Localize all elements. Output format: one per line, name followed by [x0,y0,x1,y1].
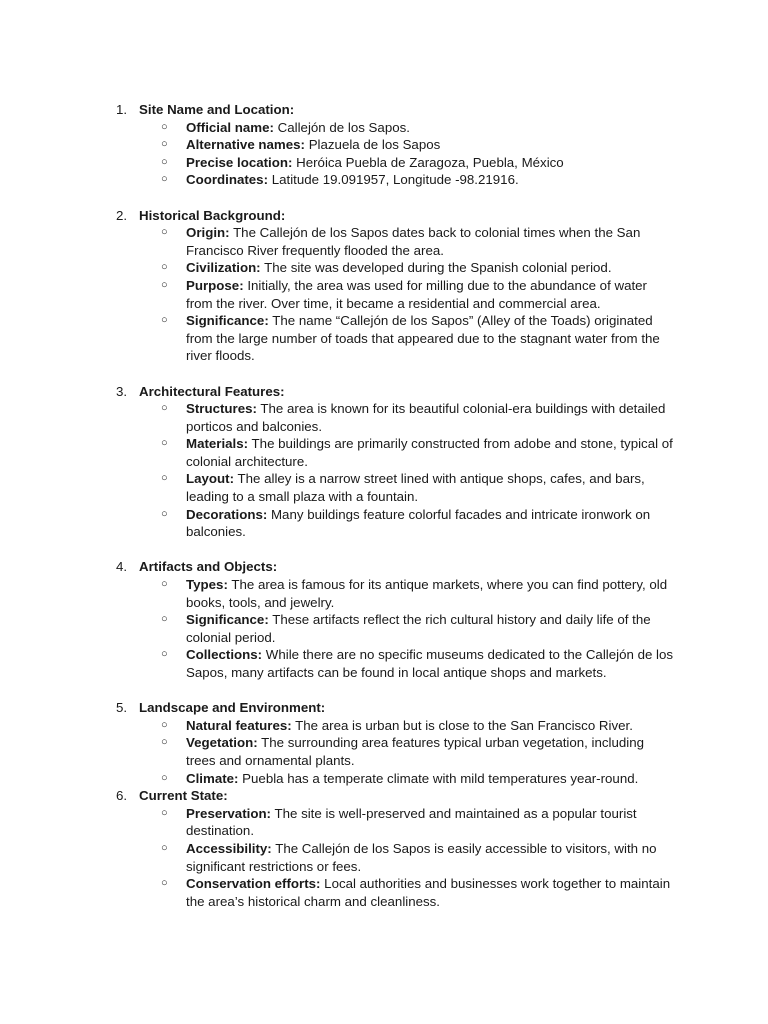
item-text: Puebla has a temperate climate with mild temperatures year-round. [242,770,639,786]
bullet-icon: ○ [161,314,168,327]
item-text: Latitude 19.091957, Longitude -98.21916. [271,172,519,188]
section-number: 2. [116,207,128,223]
list-item [0,840,674,875]
item-label: Alternative names: [186,137,305,153]
section-title: Architectural Features: [139,383,285,399]
bullet-icon: ○ [161,402,168,415]
item-label: Types: [186,577,228,593]
item-text: The Callejón de los Sapos dates back to colonial times when the San Francisco River frequently flooded the area. [186,225,641,258]
list-item [0,576,674,611]
item-label: Origin: [186,225,230,241]
item-label: Structures: [186,401,257,417]
section-title: Artifacts and Objects: [139,559,278,575]
section-architectural-features [0,383,768,541]
list-item [0,506,674,541]
section-artifacts-objects [0,558,768,681]
bullet-icon: ○ [161,841,168,854]
item-label: Layout: [186,471,235,487]
item-label: Collections: [186,647,263,663]
bullet-icon: ○ [161,736,168,749]
list-item [0,224,674,259]
bullet-icon: ○ [161,648,168,661]
bullet-icon: ○ [161,120,168,133]
section-heading [0,787,768,805]
list-item [0,470,674,505]
list-item [0,277,674,312]
section-historical-background [0,207,768,365]
item-label: Materials: [186,436,249,452]
list-item [0,805,674,840]
section-current-state [0,787,768,910]
bullet-icon: ○ [161,472,168,485]
item-label: Vegetation: [186,735,258,751]
item-label: Decorations: [186,506,268,522]
item-text: Callejón de los Sapos. [277,119,410,135]
item-label: Official name: [186,119,274,135]
list-item [0,119,674,137]
item-text: The area is known for its beautiful colonial-era buildings with detailed porticos and balconies. [186,401,666,434]
bullet-icon: ○ [161,155,168,168]
item-label: Purpose: [186,277,244,293]
bullet-icon: ○ [161,261,168,274]
item-text: These artifacts reflect the rich cultural history and daily life of the colonial period. [186,612,651,645]
section-number: 5. [116,700,128,716]
section-title: Historical Background: [139,207,286,223]
list-item [0,611,674,646]
list-item [0,400,674,435]
item-text: The name “Callejón de los Sapos” (Alley of the Toads) originated from the large number of toads that appeared due to the stagnant water from the river floods. [186,313,660,364]
section-title: Current State: [139,788,228,804]
list-item [0,136,674,154]
item-text: Plazuela de los Sapos [308,137,441,153]
bullet-icon: ○ [161,278,168,291]
section-heading [0,207,768,225]
item-label: Natural features: [186,717,292,733]
document-page [0,101,768,928]
item-label: Coordinates: [186,172,269,188]
list-item [0,646,674,681]
section-title: Site Name and Location: [139,102,295,117]
bullet-icon: ○ [161,437,168,450]
item-text: The site is well-preserved and maintained as a popular tourist destination. [186,805,637,839]
item-label: Precise location: [186,154,293,170]
bullet-icon: ○ [161,578,168,591]
list-item [0,154,674,172]
section-heading [0,558,768,576]
item-label: Significance: [186,612,269,628]
list-item [0,770,674,788]
bullet-icon: ○ [161,771,168,784]
bullet-icon: ○ [161,718,168,731]
bullet-icon: ○ [161,507,168,520]
item-label: Climate: [186,770,239,786]
item-text: Local authorities and businesses work together to maintain the area’s historical charm and cleanliness. [186,876,671,909]
section-heading [0,699,768,717]
section-site-name-location [0,101,768,189]
section-number: 1. [116,102,128,117]
item-label: Significance: [186,313,269,329]
item-label: Preservation: [186,805,271,821]
list-item [0,875,674,910]
section-landscape-environment [0,699,768,787]
section-heading [0,101,768,119]
section-title: Landscape and Environment: [139,700,326,716]
item-text: Many buildings feature colorful facades and intricate ironwork on balconies. [186,506,651,540]
bullet-icon: ○ [161,613,168,626]
bullet-icon: ○ [161,877,168,890]
item-text: The Callejón de los Sapos is easily accessible to visitors, with no significant restrictions or fees. [186,840,657,874]
bullet-icon: ○ [161,806,168,819]
list-item [0,717,674,735]
item-text: The buildings are primarily constructed from adobe and stone, typical of colonial architecture. [186,436,673,469]
item-text: While there are no specific museums dedicated to the Callejón de los Sapos, many artifacts can be found in local antique shops and markets. [186,647,674,680]
item-text: The area is famous for its antique markets, where you can find pottery, old books, tools, and jewelry. [186,577,668,610]
section-number: 6. [116,788,128,804]
list-item [0,435,674,470]
item-text: The area is urban but is close to the San Francisco River. [295,717,633,733]
item-text: The surrounding area features typical urban vegetation, including trees and ornamental plants. [186,735,645,768]
section-heading [0,383,768,401]
item-text: The alley is a narrow street lined with antique shops, cafes, and bars, leading to a small plaza with a fountain. [186,471,645,505]
bullet-icon: ○ [161,226,168,239]
bullet-icon: ○ [161,173,168,186]
list-item [0,171,674,189]
item-label: Conservation efforts: [186,876,321,892]
list-item [0,259,674,277]
item-label: Accessibility: [186,840,272,856]
section-number: 4. [116,559,128,575]
bullet-icon: ○ [161,138,168,151]
list-item [0,734,674,769]
item-label: Civilization: [186,260,261,276]
list-item [0,312,674,365]
item-text: The site was developed during the Spanish colonial period. [264,260,612,276]
section-number: 3. [116,383,128,399]
item-text: Heróica Puebla de Zaragoza, Puebla, México [296,154,564,170]
item-text: Initially, the area was used for milling due to the abundance of water from the river. Over time, it became a residential and commercial area. [186,277,647,311]
